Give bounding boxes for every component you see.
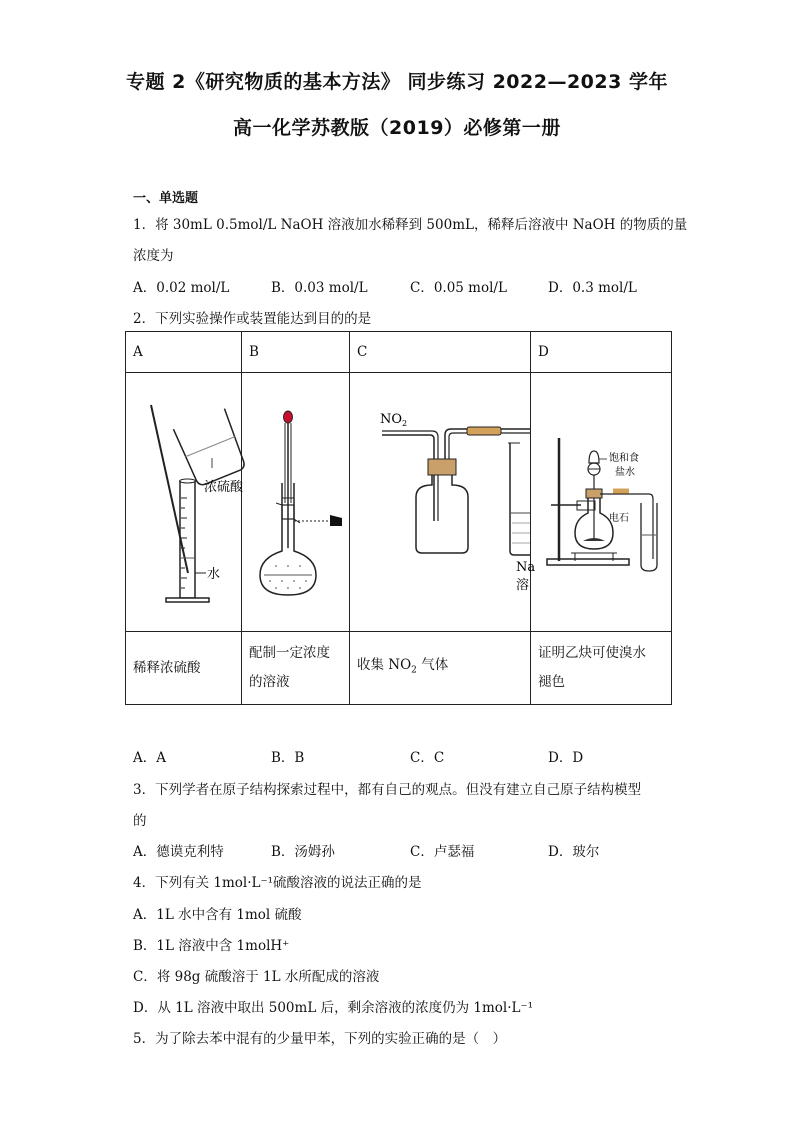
q1-option-a: A．0.02 mol/L: [133, 280, 230, 296]
q2-figure-c: [350, 373, 536, 632]
label-conc-sulfuric-acid: 浓硫酸: [204, 480, 244, 495]
volumetric-flask-diagram: [242, 373, 342, 631]
q4-option-a: A．1L 水中含有 1mol 硫酸: [133, 907, 302, 923]
document-title-line2: 高一化学苏教版（2019）必修第一册: [233, 117, 561, 139]
q2-caption-d-line2: 褪色: [538, 674, 565, 690]
q2-header-c: C: [350, 332, 531, 373]
section-heading: 一、单选题: [133, 191, 199, 206]
label-water: 水: [207, 567, 221, 582]
q2-figure-b: [242, 373, 350, 632]
q2-caption-a: 稀释浓硫酸: [126, 632, 242, 705]
q2-caption-c: 收集 $NO_2$ 气体: [350, 632, 531, 705]
q3-option-c: C．卢瑟福: [410, 844, 475, 860]
label-naoh-fragment: Na: [516, 560, 536, 575]
q2-option-d: D．D: [548, 750, 584, 766]
q2-apparatus-table: [125, 331, 672, 705]
q4-stem: 4．下列有关 1mol·L⁻¹硫酸溶液的说法正确的是: [133, 875, 422, 891]
q4-option-c: C．将 98g 硫酸溶于 1L 水所配成的溶液: [133, 969, 380, 985]
q1-stem-line1: 1．将 30mL 0.5mol/L NaOH 溶液加水稀释到 500mL，稀释后溶液中 NaOH 的物质的量: [133, 217, 688, 233]
q2-caption-b-line1: 配制一定浓度: [249, 645, 330, 661]
q3-option-d: D．玻尔: [548, 844, 600, 860]
gas-collection-bottle-diagram: [350, 373, 536, 631]
q4-option-b: B．1L 溶液中含 1molH⁺: [133, 938, 290, 954]
q2-figure-a: [126, 373, 242, 632]
q2-header-d: D: [531, 332, 672, 373]
q1-option-c: C．0.05 mol/L: [410, 280, 507, 296]
q2-figure-d: [531, 373, 672, 632]
acetylene-apparatus-diagram: [531, 373, 671, 631]
q2-caption-b: [242, 632, 350, 705]
q2-stem: 2．下列实验操作或装置能达到目的的是: [133, 311, 372, 327]
q3-option-b: B．汤姆孙: [271, 844, 335, 860]
q2-caption-d: [531, 632, 672, 705]
q1-option-b: B．0.03 mol/L: [271, 280, 368, 296]
graduated-cylinder-diagram: [126, 373, 244, 631]
label-calcium-carbide: 电石: [609, 513, 629, 524]
q2-caption-b-line2: 的溶液: [249, 674, 290, 690]
q5-stem: 5．为了除去苯中混有的少量甲苯，下列的实验正确的是（ ）: [133, 1031, 507, 1047]
q1-option-d: D．0.3 mol/L: [548, 280, 637, 296]
q2-header-a: A: [126, 332, 242, 373]
q4-option-d: D．从 1L 溶液中取出 500mL 后，剩余溶液的浓度仍为 1mol·L⁻¹: [133, 1000, 533, 1016]
q2-option-b: B．B: [271, 750, 305, 766]
q2-option-a: A．A: [133, 750, 166, 766]
document-title-line1: 专题 2《研究物质的基本方法》 同步练习 2022—2023 学年: [126, 71, 668, 93]
label-saturated-brine-1: 饱和食: [609, 453, 639, 464]
q3-stem-line2: 的: [133, 813, 147, 829]
q3-option-a: A．德谟克利特: [133, 844, 224, 860]
q2-caption-d-line1: 证明乙炔可使溴水: [538, 645, 646, 661]
label-solution-fragment: 溶: [516, 578, 530, 593]
q2-option-c: C．C: [410, 750, 445, 766]
q1-stem-line2: 浓度为: [133, 248, 174, 264]
q3-stem-line1: 3．下列学者在原子结构探索过程中，都有自己的观点。但没有建立自己原子结构模型: [133, 782, 642, 798]
label-saturated-brine-2: 盐水: [615, 467, 635, 478]
q2-header-b: B: [242, 332, 350, 373]
label-no2: $NO_2$: [380, 412, 408, 428]
